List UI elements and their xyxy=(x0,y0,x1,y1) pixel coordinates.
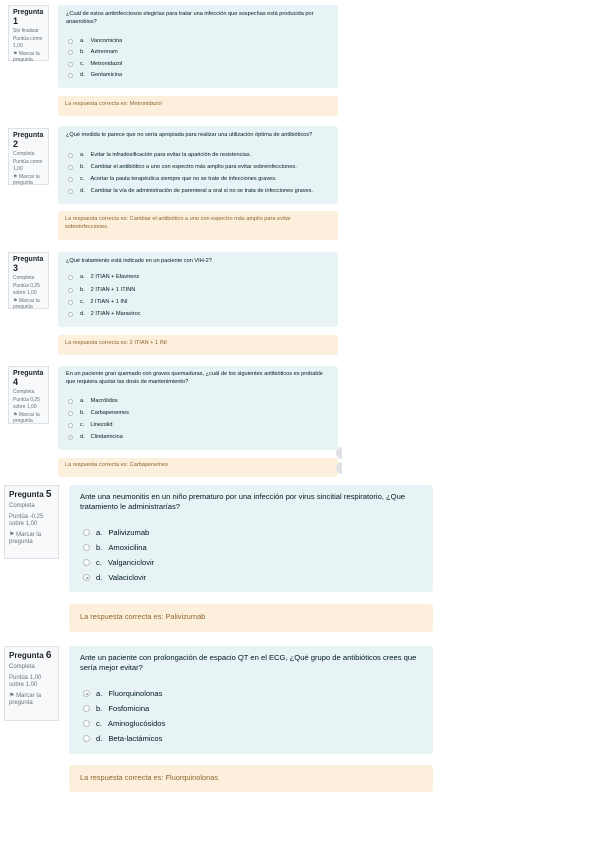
feedback-text: La respuesta correcta es: Metronidazol xyxy=(65,101,162,107)
answer-option[interactable]: b. Fosfomicina xyxy=(83,704,149,713)
question-text: ¿Cuál de estos antiinfecciosos elegirías para tratar una infección que sospechas está producida por anaerobios? xyxy=(66,11,314,25)
answer-option[interactable]: c. 2 ITIAN + 1 INI xyxy=(68,299,128,305)
answer-option[interactable]: b. Amoxicilina xyxy=(83,543,147,552)
radio-button[interactable] xyxy=(68,189,73,194)
answer-option[interactable]: c. Linezolid xyxy=(68,422,112,428)
flag-icon: ⚑ xyxy=(9,692,15,699)
question-info xyxy=(8,366,49,424)
question-text: Ante un paciente con prolongación de espacio QT en el ECG, ¿Qué grupo de antibióticos crees que sería mejor evitar? xyxy=(80,653,417,673)
radio-button[interactable] xyxy=(68,165,73,170)
question-number: Pregunta 2 xyxy=(13,132,44,149)
question-info xyxy=(4,485,59,559)
feedback-text: La respuesta correcta es: Palivizumab xyxy=(80,612,206,621)
answer-option[interactable]: d. Cambiar la vía de administración de parenteral a oral si no se trata de infecciones graves. xyxy=(68,188,313,194)
question-state: Sin finalizar xyxy=(13,28,39,34)
feedback-box xyxy=(58,458,338,477)
question-content xyxy=(69,485,433,592)
answer-option[interactable]: d. Clindamicina xyxy=(68,434,123,440)
question-text: ¿Qué medida te parece que no sería apropiada para realizar una utilización óptima de antibióticos? xyxy=(66,132,313,138)
radio-button[interactable] xyxy=(68,399,73,404)
feedback-text: La respuesta correcta es: Fluorquinolonas xyxy=(80,773,219,782)
answer-option[interactable]: b. Aztreonam xyxy=(68,49,118,55)
radio-button[interactable] xyxy=(68,73,73,78)
flag-icon: ⚑ xyxy=(13,50,18,57)
scroll-handle[interactable] xyxy=(336,447,342,459)
answer-option[interactable]: d. Gentamicina xyxy=(68,72,122,78)
flag-question-button[interactable]: ⚑ Marcar la pregunta xyxy=(13,411,40,424)
feedback-box xyxy=(58,335,338,355)
flag-icon: ⚑ xyxy=(13,411,18,418)
radio-button-selected[interactable] xyxy=(83,690,90,697)
question-content xyxy=(58,5,338,88)
question-number: Pregunta 6 xyxy=(9,650,52,661)
flag-question-button[interactable]: ⚑ Marcar la pregunta xyxy=(9,692,42,706)
radio-button[interactable] xyxy=(68,275,73,280)
radio-button[interactable] xyxy=(68,423,73,428)
answer-option[interactable]: b. 2 ITIAN + 1 ITINN xyxy=(68,287,135,293)
radio-button-selected[interactable] xyxy=(68,435,73,440)
feedback-text: La respuesta correcta es: 2 ITIAN + 1 INI xyxy=(65,340,167,346)
scroll-handle[interactable] xyxy=(336,462,342,474)
flag-question-button[interactable]: ⚑ Marcar la pregunta xyxy=(13,50,40,63)
question-grade: Puntúa como 1,00 xyxy=(13,159,43,172)
feedback-box xyxy=(58,211,338,240)
answer-option[interactable]: a. Vancomicina xyxy=(68,38,122,44)
radio-button[interactable] xyxy=(68,300,73,305)
radio-button[interactable] xyxy=(83,735,90,742)
question-content xyxy=(58,126,338,204)
question-state: Completa xyxy=(13,275,35,281)
question-grade: Puntúa como 1,00 xyxy=(13,36,43,49)
answer-option[interactable]: d. Valaciclovir xyxy=(83,573,146,582)
answer-option[interactable]: c. Acortar la pauta terapéutica siempre que no se trate de infecciones graves. xyxy=(68,176,277,182)
question-grade: Puntúa -0,25 sobre 1,00 xyxy=(9,513,44,527)
answer-option[interactable]: b. Cambiar el antibiótico a uno con espectro más amplio para evitar sobreinfecciones. xyxy=(68,164,297,170)
question-info xyxy=(4,646,59,721)
question-grade: Puntúa 1,00 sobre 1,00 xyxy=(9,674,42,688)
answer-option[interactable]: c. Aminoglucósidos xyxy=(83,719,165,728)
question-number: Pregunta 1 xyxy=(13,9,44,26)
question-number: Pregunta 3 xyxy=(13,256,44,273)
answer-option[interactable]: a. Fluorquinolonas xyxy=(83,689,162,698)
radio-button[interactable] xyxy=(68,153,73,158)
radio-button[interactable] xyxy=(68,62,73,67)
answer-option[interactable]: c. Metronidazol xyxy=(68,61,122,67)
question-content xyxy=(69,646,433,754)
radio-button[interactable] xyxy=(68,411,73,416)
radio-button[interactable] xyxy=(68,50,73,55)
flag-icon: ⚑ xyxy=(13,297,18,304)
question-number: Pregunta 5 xyxy=(9,489,52,500)
question-state: Completa xyxy=(13,389,35,395)
answer-option[interactable]: c. Valganciclovir xyxy=(83,558,154,567)
radio-button[interactable] xyxy=(83,529,90,536)
question-state: Completa xyxy=(13,151,35,157)
radio-button-selected[interactable] xyxy=(83,574,90,581)
question-state: Completa xyxy=(9,503,35,509)
feedback-box xyxy=(69,604,433,632)
answer-option[interactable]: d. Beta-lactámicos xyxy=(83,734,162,743)
radio-button[interactable] xyxy=(83,544,90,551)
feedback-box xyxy=(69,765,433,792)
radio-button[interactable] xyxy=(68,312,73,317)
question-text: ¿Qué tratamiento está indicado en un paciente con VIH-2? xyxy=(66,258,212,264)
answer-option[interactable]: a. Evitar la infradosificación para evitar la aparición de resistencias. xyxy=(68,152,251,158)
flag-question-button[interactable]: ⚑ Marcar la pregunta xyxy=(9,531,42,545)
question-info xyxy=(8,5,49,61)
feedback-text: La respuesta correcta es: Cambiar el antibiótico a uno con espectro más amplio para evitar sobreinfecciones. xyxy=(65,216,291,230)
answer-option[interactable]: d. 2 ITIAN + Maraviroc xyxy=(68,311,141,317)
flag-question-button[interactable]: ⚑ Marcar la pregunta xyxy=(13,173,40,186)
radio-button[interactable] xyxy=(68,177,73,182)
answer-option[interactable]: a. Palivizumab xyxy=(83,528,149,537)
question-state: Completa xyxy=(9,664,35,670)
radio-button[interactable] xyxy=(83,720,90,727)
question-grade: Puntúa 0,25 sobre 1,00 xyxy=(13,283,40,296)
question-content xyxy=(58,366,338,450)
flag-question-button[interactable]: ⚑ Marcar la pregunta xyxy=(13,297,40,310)
flag-icon: ⚑ xyxy=(13,173,18,180)
question-info xyxy=(8,128,49,185)
question-number: Pregunta 4 xyxy=(13,370,44,387)
feedback-text: La respuesta correcta es: Carbapenemes xyxy=(65,462,168,468)
question-grade: Puntúa 0,25 sobre 1,00 xyxy=(13,397,40,410)
radio-button[interactable] xyxy=(83,705,90,712)
feedback-box xyxy=(58,96,338,116)
flag-icon: ⚑ xyxy=(9,531,15,538)
radio-button[interactable] xyxy=(68,288,73,293)
radio-button[interactable] xyxy=(68,39,73,44)
radio-button[interactable] xyxy=(83,559,90,566)
question-text: Ante una neumonitis en un niño prematuro por una infección por virus sincitial respiratorio, ¿Que tratamiento le administrarías? xyxy=(80,492,406,512)
question-text: En un paciente gran quemado con graves quemaduras, ¿cuál de los siguientes antibióticos es probable que requiera ajustar las dosis de mantenimiento? xyxy=(66,371,323,385)
answer-option[interactable]: a. Macrólidos xyxy=(68,398,118,404)
question-content xyxy=(58,252,338,327)
question-info xyxy=(8,252,49,309)
answer-option[interactable]: b. Carbapenemes xyxy=(68,410,129,416)
answer-option[interactable]: a. 2 ITIAN + Efavirenz xyxy=(68,274,139,280)
